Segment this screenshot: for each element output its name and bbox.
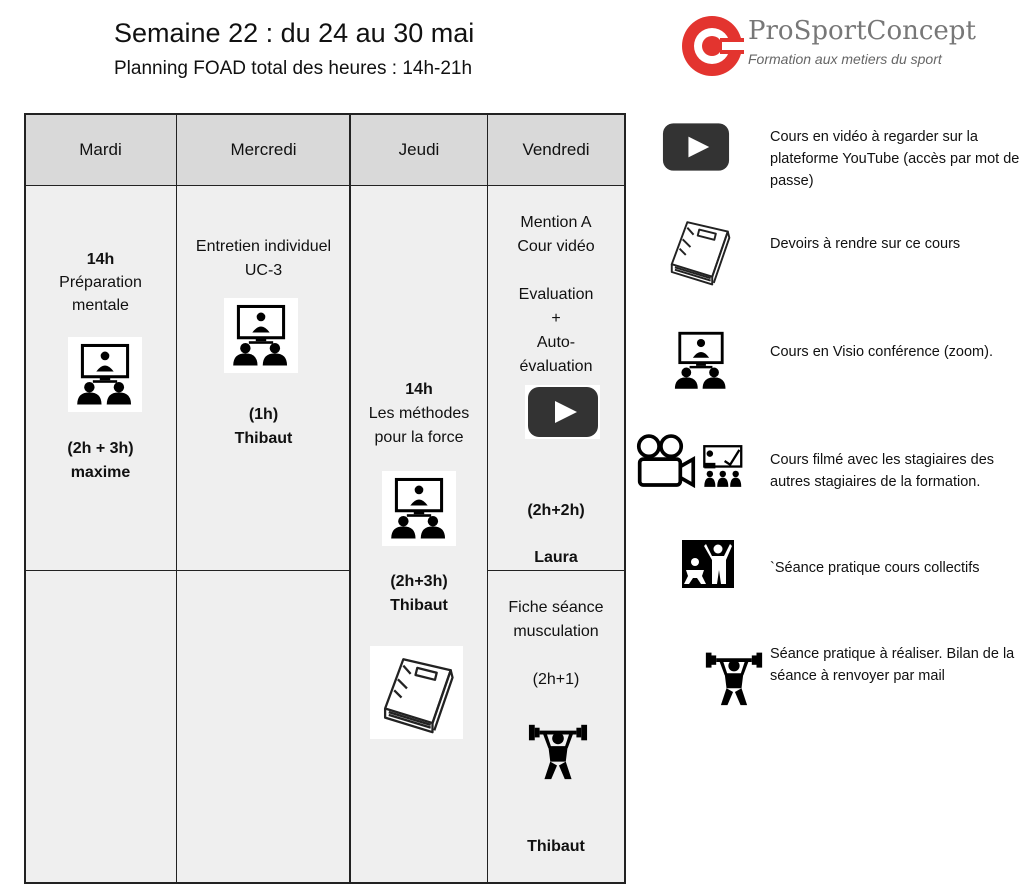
book-icon <box>660 216 738 286</box>
jeudi-subject-2: pour la force <box>374 429 464 446</box>
weightlifter-icon <box>704 646 764 708</box>
mardi-subject-2: mentale <box>72 297 129 314</box>
youtube-icon <box>525 385 600 439</box>
jeudi-hours: (2h+3h) <box>390 573 448 590</box>
header-mercredi: Mercredi <box>177 114 350 185</box>
vendredi-b-line-2: musculation <box>513 623 599 640</box>
vendredi-line-6: évaluation <box>519 358 593 375</box>
cell-mercredi-bottom <box>177 571 350 882</box>
logo-tagline: Formation aux metiers du sport <box>748 51 942 67</box>
vendredi-line-1: Mention A <box>520 214 592 231</box>
visio-icon <box>68 337 142 412</box>
mardi-teacher: maxime <box>70 464 131 481</box>
vendredi-line-4: + <box>551 310 561 327</box>
legend-book-text: Devoirs à rendre sur ce cours <box>770 236 961 252</box>
jeudi-subject-1: Les méthodes <box>368 405 470 422</box>
page-subtitle: Planning FOAD total des heures : 14h-21h <box>114 58 473 79</box>
jeudi-time: 14h <box>405 381 433 398</box>
header-mardi: Mardi <box>25 114 176 185</box>
youtube-icon <box>662 122 730 172</box>
mardi-hours: (2h + 3h) <box>67 440 134 457</box>
legend-youtube-text: Cours en vidéo à regarder sur la plateforme YouTube (accès par mot de passe) <box>770 129 1020 189</box>
mercredi-teacher: Thibaut <box>234 430 293 447</box>
camera-class-icon <box>636 432 756 490</box>
visio-icon <box>382 471 456 546</box>
visio-icon <box>670 330 732 392</box>
vendredi-hours: (2h+2h) <box>527 502 585 519</box>
mardi-time: 14h <box>86 251 115 268</box>
mardi-subject-1: Préparation <box>59 274 142 291</box>
vendredi-line-3: Evaluation <box>518 286 594 303</box>
vendredi-line-5: Auto- <box>536 334 576 351</box>
jeudi-teacher: Thibaut <box>390 597 448 614</box>
header-vendredi: Vendredi <box>488 114 624 185</box>
header-jeudi: Jeudi <box>351 114 487 185</box>
legend-weight-text: Séance pratique à réaliser. Bilan de la séance à renvoyer par mail <box>770 646 1015 684</box>
mercredi-title-1: Entretien individuel <box>195 238 332 255</box>
weightlifter-icon <box>526 716 590 784</box>
visio-icon <box>224 298 298 373</box>
legend <box>630 110 1024 730</box>
legend-group-text: `Séance pratique cours collectifs <box>770 560 980 576</box>
book-icon <box>370 646 463 739</box>
page-title: Semaine 22 : du 24 au 30 mai <box>114 18 475 48</box>
mercredi-title-2: UC-3 <box>244 262 283 279</box>
vendredi-b-line-1: Fiche séance <box>508 599 604 616</box>
cell-mardi-bottom <box>25 571 176 882</box>
vendredi-b-teacher: Thibaut <box>527 838 585 855</box>
vendredi-line-2: Cour vidéo <box>517 238 595 255</box>
legend-camera-text: Cours filmé avec les stagiaires des autres stagiaires de la formation. <box>770 452 995 490</box>
legend-visio-text: Cours en Visio conférence (zoom). <box>770 344 993 360</box>
vendredi-teacher: Laura <box>534 549 578 566</box>
logo-name: ProSportConcept <box>748 16 976 46</box>
mercredi-hours: (1h) <box>248 406 279 423</box>
vendredi-b-hours: (2h+1) <box>532 671 580 688</box>
group-exercise-icon <box>682 540 734 588</box>
